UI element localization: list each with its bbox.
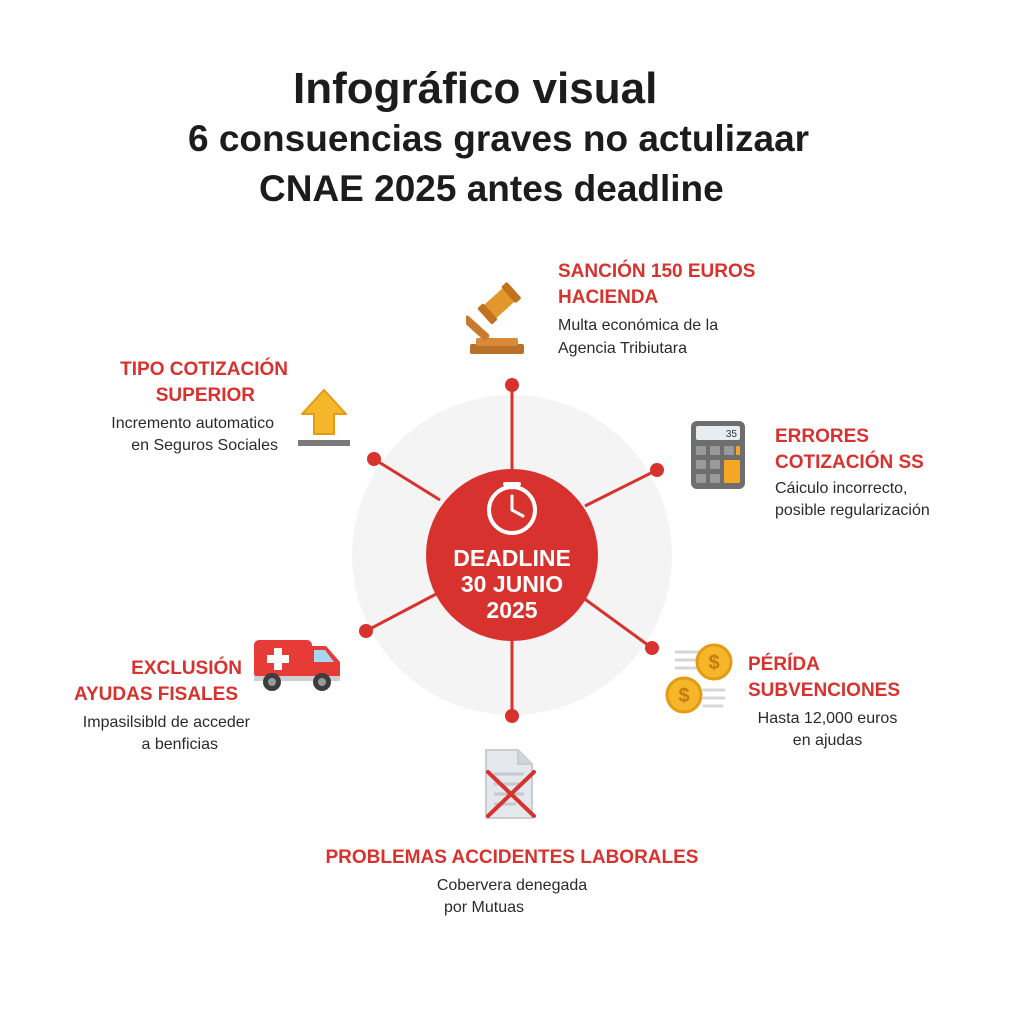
item-2-desc-line-2: posible regularización [775,502,930,519]
connector-node-lower-right [645,641,659,655]
item-6-title-line-2: SUPERIOR [155,385,255,406]
svg-text:$: $ [678,685,690,707]
item-5-desc-line-1: Impasilsibld de acceder [82,714,250,731]
item-1-title-line-1: SANCIÓN 150 EUROS [558,261,756,282]
item-3-desc-line-1: Hasta 12,000 euros [757,710,898,727]
item-6-title-line-1: TIPO COTIZACIÓN [120,359,288,380]
connector-node-lower-left [359,624,373,638]
item-2-title-line-2: COTIZACIÓN SS [775,452,924,473]
item-6-desc-line-1: Incremento automatico [111,415,274,432]
ambulance-icon [252,636,344,692]
calculator-display-value: 35 [725,429,737,440]
item-3-title-line-2: SUBVENCIONES [748,680,901,701]
item-5-desc-line-2: a benficias [141,736,218,753]
item-1-desc-line-1: Multa económica de la [558,317,719,334]
item-2-title-line-1: ERRORES [775,426,869,447]
up-arrow-icon [294,388,354,450]
page-title: Infográfico visual [293,64,658,113]
item-3-desc-line-2: en ajudas [792,732,863,749]
item-4-title: PROBLEMAS ACCIDENTES LABORALES [325,847,699,868]
calculator-icon [690,420,746,490]
crossed-document-icon [480,748,540,820]
connector-node-upper-right [650,463,664,477]
item-5-title-line-2: AYUDAS FISALES [74,684,238,705]
item-2-desc-line-1: Cáiculo incorrecto, [775,480,908,497]
deadline-line-3: 2025 [486,597,538,623]
connector-node-bottom [505,709,519,723]
connector-node-upper-left [367,452,381,466]
item-5-title-line-1: EXCLUSIÓN [131,658,242,679]
item-4-desc-line-2: por Mutuas [443,899,525,916]
svg-text:$: $ [708,652,720,674]
connector-node-top [505,378,519,392]
item-1-title-line-2: HACIENDA [558,287,659,308]
item-4-desc-line-1: Cobervera denegada [436,877,588,894]
item-3-title-line-1: PÉRÍDA [748,654,820,675]
coins-icon [664,640,742,716]
gavel-icon [466,282,526,358]
item-6-desc-line-2: en Seguros Sociales [131,437,278,454]
item-1-desc-line-2: Agencia Tribiutara [558,340,687,357]
deadline-line-2: 30 JUNIO [460,571,564,597]
deadline-line-1: DEADLINE [453,545,571,571]
page-subtitle-line-2: CNAE 2025 antes deadline [259,168,724,209]
deadline-label [432,545,592,623]
page-subtitle-line-1: 6 consuencias graves no actulizaar [188,118,810,159]
title-block [0,58,1024,218]
